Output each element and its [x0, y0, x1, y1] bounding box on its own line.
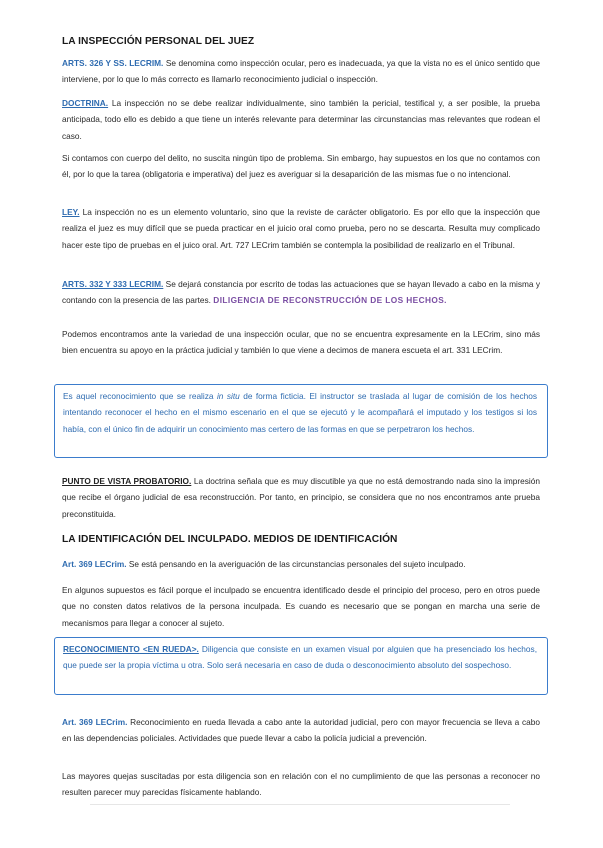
paragraph-text: La inspección no se debe realizar individualmente, sino también la pericial, testifical y, a ser posible, la prueba anticipada, todo ello es debido a que tiene un interés relevante para determinar las circunstancias mas relevantes que rodean el caso. [62, 98, 540, 141]
paragraph-art-369-a [62, 556, 540, 572]
paragraph-text: En algunos supuestos es fácil porque el inculpado se encuentra identificado desde el principio del proceso, pero en otros puede que no consten datos relativos de la persona inculpada. Es cuando es necesario que se pongan en marcha una serie de mecanismos para llegar a conocer al sujeto. [62, 585, 540, 628]
doctrina-label: DOCTRINA. [62, 98, 109, 108]
paragraph-arts-326 [62, 55, 540, 88]
paragraph-text: Podemos encontramos ante la variedad de una inspección ocular, que no se encuentra expresamente en la LECrim, sino más bien encuentra su apoyo en la práctica judicial y también lo que viene a decimos de manera escueta el art. 331 LECrim. [62, 329, 540, 356]
paragraph-doctrina [62, 95, 540, 144]
box-text-body: Diligencia que consiste en un examen visual por alguien que ha presenciado los hechos, que puede ser la propia víctima u otra. Solo será necesaria en caso de duda o desconocimiento absoluto del sospechoso. [63, 644, 537, 671]
box-text-before: Es aquel reconocimiento que se realiza [63, 391, 217, 401]
reconstruccion-label: DILIGENCIA DE RECONSTRUCCIÓN DE LOS HECHOS. [213, 295, 447, 306]
paragraph-ley [62, 204, 540, 253]
paragraph-quejas [62, 768, 540, 801]
punto-vista-label: PUNTO DE VISTA PROBATORIO. [62, 476, 192, 486]
box-text [63, 388, 537, 437]
article-reference: Art. 369 LECrim. [62, 717, 128, 727]
paragraph-punto-vista [62, 473, 540, 522]
rueda-label: RECONOCIMIENTO <EN RUEDA>. [63, 644, 199, 654]
page-footer-divider [90, 804, 510, 805]
paragraph-text: Si contamos con cuerpo del delito, no suscita ningún tipo de problema. Sin embargo, hay supuestos en los que no contamos con él, por lo que la tarea (obligatoria e imperativa) del juez es averiguar si la desaparición de las mismas fue o no intencional. [62, 153, 540, 180]
paragraph-text: Las mayores quejas suscitadas por esta diligencia son en relación con el no cumplimiento de que las personas a reconocer no resulten parecer muy parecidas físicamente hablando. [62, 771, 540, 798]
section-heading-inspeccion: LA INSPECCIÓN PERSONAL DEL JUEZ [62, 36, 255, 47]
box-text-after: de forma ficticia. El instructor se traslada al lugar de comisión de los hechos intentando reconocer el hecho en el mismo escenario en el que se ejecutó y le acompañará el imputado y los testigos si los había, con el único fin de adquirir un conocimiento mas certero de las formas en que se perpetraron los hechos. [63, 391, 537, 434]
ley-label: LEY. [62, 207, 80, 217]
paragraph-variedad-inspeccion [62, 326, 540, 359]
paragraph-text: Se denomina como inspección ocular, pero es inadecuada, ya que la vista no es el único sentido que interviene, por lo que lo más correcto es llamarlo reconocimiento judicial o inspección. [62, 58, 541, 85]
paragraph-arts-332 [62, 276, 540, 309]
paragraph-text: La doctrina señala que es muy discutible ya que no está demostrando nada sino la impresión que recibe el órgano judicial de esa reconstrucción. Por tanto, en principio, se considera que no nos encontramos ante prueba preconstituida. [62, 476, 540, 519]
section-heading-identificacion: LA IDENTIFICACIÓN DEL INCULPADO. MEDIOS DE IDENTIFICACIÓN [62, 534, 398, 545]
article-reference: ARTS. 326 Y SS. LECRIM. [62, 58, 164, 68]
paragraph-supuestos [62, 582, 540, 631]
paragraph-text: Se dejará constancia por escrito de todas las actuaciones que se hayan llevado a cabo en la misma y contando con la presencia de las partes. [62, 279, 541, 306]
paragraph-text: La inspección no es un elemento voluntario, sino que la reviste de carácter obligatorio. Es por ello que la inspección que realiza el juez es muy difícil que se pueda practicar en el juicio oral como prueba, pero no se descarta. Resulta muy complicado hacer este tipo de pruebas en el juico oral. Art. 727 LECrim también se contempla la posibilidad de realizarlo en el Tribunal. [62, 207, 540, 250]
box-text [63, 641, 537, 674]
paragraph-art-369-b [62, 714, 540, 747]
box-text-italic: in situ [216, 391, 240, 401]
highlight-box-rueda [54, 637, 548, 695]
paragraph-text: Reconocimiento en rueda llevada a cabo ante la autoridad judicial, pero con mayor frecuencia se lleva a cabo en las dependencias policiales. Actividades que puede llevar a cabo la policía judicial a prevención. [62, 717, 540, 744]
paragraph-text: Se está pensando en la averiguación de las circunstancias personales del sujeto inculpado. [126, 559, 466, 569]
article-reference: Art. 369 LECrim. [62, 559, 127, 569]
article-reference: ARTS. 332 Y 333 LECRIM. [62, 279, 164, 289]
paragraph-cuerpo-delito [62, 150, 540, 183]
highlight-box-reconstruccion [54, 384, 548, 458]
